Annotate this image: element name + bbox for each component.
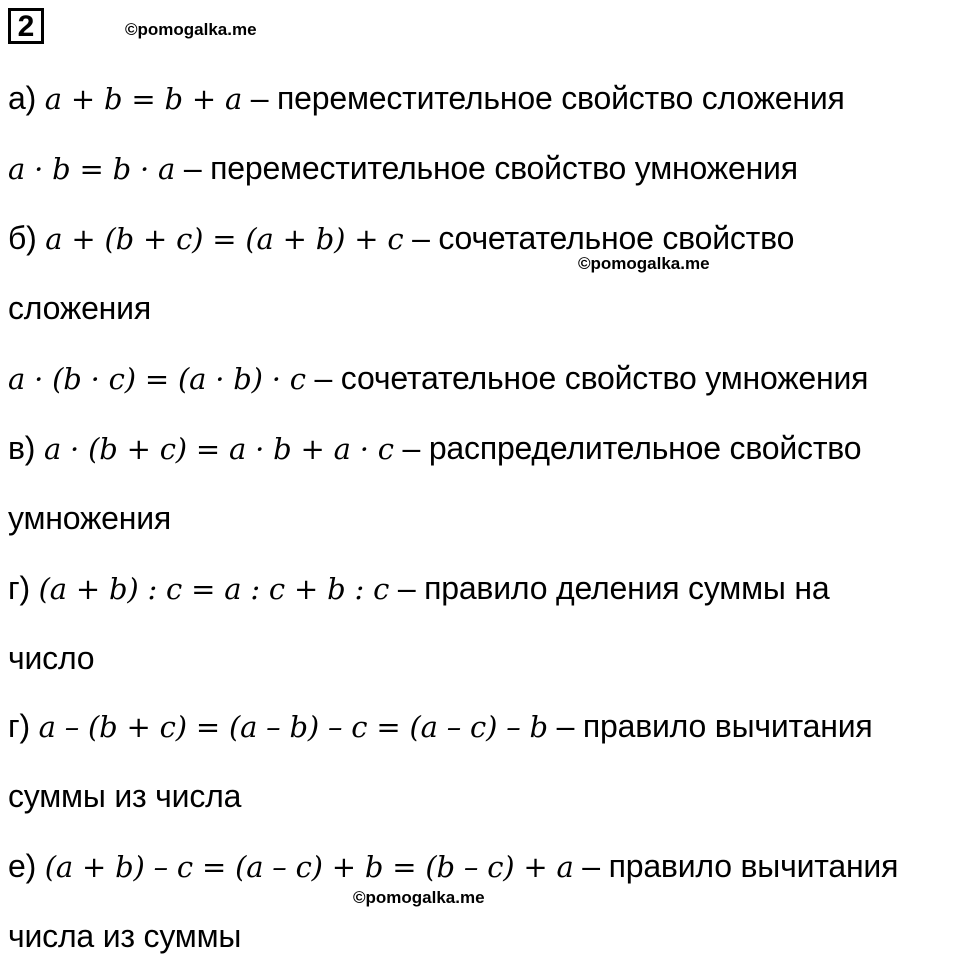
text-line: [8, 846, 898, 887]
formula: a – (b + c) = (a – b) – c = (a – c) – b: [38, 710, 548, 744]
text-line: [8, 638, 94, 678]
text-line: [8, 916, 241, 956]
watermark-middle: ©pomogalka.me: [578, 254, 710, 273]
property-text: – сочетательное свойство умножения: [305, 360, 869, 396]
property-text: числа из суммы: [8, 918, 242, 954]
watermark-top: ©pomogalka.me: [125, 20, 257, 39]
formula: a + (b + c) = (a + b) + c: [45, 222, 404, 256]
formula: a + b = b + a: [44, 82, 243, 116]
formula: a · (b · c) = (a · b) · c: [8, 362, 306, 396]
item-label: а): [8, 80, 45, 116]
item-label: г): [8, 570, 39, 606]
property-text: – сочетательное свойство: [403, 220, 795, 256]
text-line: [8, 358, 868, 399]
text-line: [8, 706, 873, 747]
property-text: – правило вычитания: [547, 708, 873, 744]
formula: a · b = b · a: [8, 152, 176, 186]
property-text: – переместительное свойство сложения: [242, 80, 845, 116]
property-text: – правило вычитания: [573, 848, 899, 884]
text-line: [8, 218, 794, 259]
text-line: [8, 776, 241, 816]
item-label: г): [8, 708, 39, 744]
text-line: [8, 498, 171, 538]
watermark-bottom: ©pomogalka.me: [353, 888, 485, 907]
property-text: – распределительное свойство: [393, 430, 862, 466]
item-label: б): [8, 220, 46, 256]
property-text: сложения: [8, 290, 151, 326]
item-label: в): [8, 430, 44, 466]
item-label: е): [8, 848, 45, 884]
formula: (a + b) : c = a : c + b : c: [38, 572, 390, 606]
text-line: [8, 428, 861, 469]
formula: (a + b) – c = (a – c) + b = (b – c) + a: [44, 850, 574, 884]
property-text: суммы из числа: [8, 778, 242, 814]
property-text: умножения: [8, 500, 172, 536]
formula: a · (b + c) = a · b + a · c: [43, 432, 394, 466]
property-text: – переместительное свойство умножения: [175, 150, 798, 186]
property-text: число: [8, 640, 95, 676]
property-text: – правило деления суммы на: [389, 570, 830, 606]
text-line: [8, 78, 845, 119]
task-number-box: 2: [8, 8, 44, 44]
text-line: [8, 288, 151, 328]
text-line: [8, 568, 829, 609]
text-line: [8, 148, 798, 189]
